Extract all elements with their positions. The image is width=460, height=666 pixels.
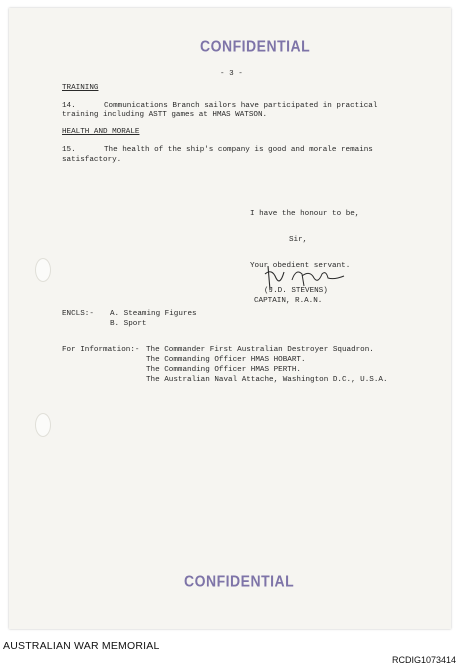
enclosures-label: ENCLS:- — [62, 310, 94, 318]
paragraph-number: 14. — [62, 102, 76, 110]
section-heading-training: TRAINING — [62, 84, 99, 92]
distribution-item: The Commanding Officer HMAS PERTH. — [146, 366, 301, 374]
paragraph-number: 15. — [62, 146, 76, 154]
punch-hole — [35, 413, 51, 437]
punch-hole — [35, 258, 51, 282]
closing-salutation: Sir, — [289, 236, 308, 244]
archive-reference: RCDIG1073414 — [391, 655, 456, 665]
paragraph-line: Communications Branch sailors have participated in practical — [104, 102, 378, 110]
enclosure-item: A. Steaming Figures — [110, 310, 197, 318]
distribution-item: The Australian Naval Attache, Washington D.C., U.S.A. — [146, 376, 388, 384]
archive-credit: AUSTRALIAN WAR MEMORIAL — [3, 640, 160, 652]
confidential-stamp-top: CONFIDENTIAL — [200, 37, 311, 55]
signatory-rank: CAPTAIN, R.A.N. — [254, 297, 323, 305]
section-heading-health: HEALTH AND MORALE — [62, 128, 140, 136]
closing-honour: I have the honour to be, — [250, 210, 360, 218]
distribution-item: The Commanding Officer HMAS HOBART. — [146, 356, 306, 364]
distribution-label: For Information:- — [62, 346, 140, 354]
confidential-stamp-bottom: CONFIDENTIAL — [184, 572, 295, 590]
closing-servant: Your obedient servant. — [250, 262, 351, 270]
signatory-name: (J.D. STEVENS) — [264, 287, 328, 295]
enclosure-item: B. Sport — [110, 320, 147, 328]
paragraph-line: satisfactory. — [62, 156, 122, 164]
paragraph-line: training including ASTT games at HMAS WATSON. — [62, 111, 268, 119]
distribution-item: The Commander First Australian Destroyer Squadron. — [146, 346, 374, 354]
paragraph-line: The health of the ship's company is good and morale remains — [104, 146, 373, 154]
page-number: - 3 - — [220, 70, 243, 78]
